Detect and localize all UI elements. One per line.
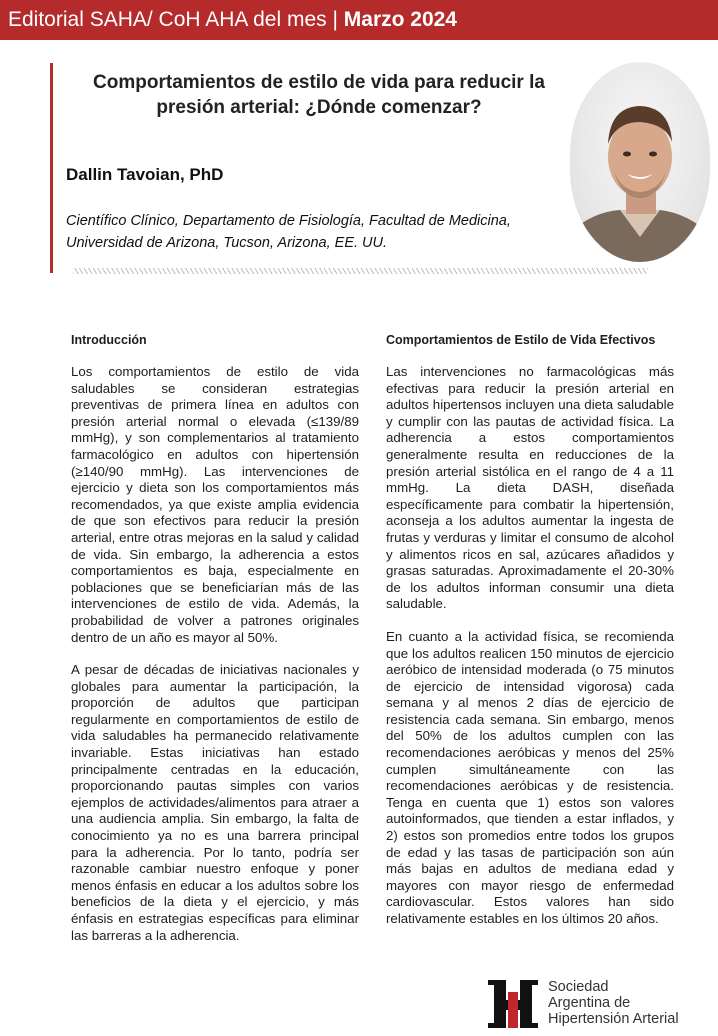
- logo-line-3: Hipertensión Arterial: [548, 1011, 679, 1027]
- section-heading-comportamientos: Comportamientos de Estilo de Vida Efectivos: [386, 333, 656, 347]
- saha-logo-text: [548, 979, 679, 1027]
- right-column: [386, 332, 674, 944]
- author-portrait-image: [570, 62, 710, 262]
- author-affiliation: Científico Clínico, Departamento de Fisiología, Facultad de Medicina, Universidad de Arizona, Tucson, Arizona, EE. UU.: [66, 213, 511, 251]
- decorative-separator: [73, 268, 648, 274]
- paragraph: Los comportamientos de estilo de vida saludables se consideran estrategias preventivas de primera línea en adultos con presión arterial normal o elevada (≤139/89 mmHg), y son complementarios al tratamiento farmacológico en adultos con hipertensión (≥140/90 mmHg). Las intervenciones de ejercicio y dieta son los comportamientos más recomendados, ya que existe amplia evidencia de que son efectivos para reducir la presión arterial, entre otras mejoras en la salud y calidad de vida. Sin embargo, la adherencia a estos comportamientos es baja, especialmente en poblaciones que se beneficiarían más de las intervenciones de estilo de vida. Además, la probabilidad de volver a patrones originales dentro de un año es mayor al 50%.: [71, 364, 359, 645]
- paragraph: Las intervenciones no farmacológicas más efectivas para reducir la presión arterial en adultos hipertensos incluyen una dieta saludable y cumplir con las pautas de actividad física. La adherencia a estos comportamientos generalmente resulta en reducciones de la presión arterial sistólica en el rango de 4 a 11 mmHg. La dieta DASH, diseñada específicamente para combatir la hipertensión, aconseja a los adultos aumentar la ingesta de frutas y verduras y limitar el consumo de alcohol y alimentos ricos en sal, azúcares añadidos y grasas saturadas. Aproximadamente el 20-30% de los adultos informan consumir una dieta saludable.: [386, 364, 674, 612]
- banner-separator: |: [326, 8, 344, 31]
- article-title: Comportamientos de estilo de vida para reducir la presión arterial: ¿Dónde comenzar?: [93, 72, 545, 118]
- saha-logo: [488, 978, 713, 1030]
- section-heading-introduccion: Introducción: [71, 333, 147, 347]
- left-column: [71, 332, 359, 960]
- saha-logo-icon: [488, 980, 538, 1028]
- author-name: Dallin Tavoian, PhD: [66, 165, 224, 184]
- header-banner: [0, 0, 718, 40]
- author-photo: [570, 62, 710, 262]
- logo-line-2: Argentina de: [548, 995, 631, 1011]
- banner-title: Editorial SAHA/ CoH AHA del mes: [8, 8, 327, 31]
- paragraph: En cuanto a la actividad física, se recomienda que los adultos realicen 150 minutos de ejercicio aeróbico de intensidad moderada (o 75 minutos de ejercicio de intensidad vigorosa) cada semana y al menos 2 días de ejercicio de resistencia cada semana. Sin embargo, menos del 50% de los adultos cumplen con las recomendaciones aeróbicas y menos del 25% cumplen simultáneamente con las recomendaciones aeróbicas y de resistencia. Tenga en cuenta que 1) estos son valores autoinformados, que tienden a estar inflados, y 2) estos son promedios entre todos los grupos de edad y las tasas de participación son aún más bajas en adultos de mediana edad y mayores con mayor riesgo de enfermedad cardiovascular. Estos valores han sido relativamente estables en los últimos 20 años.: [386, 628, 674, 926]
- accent-bar: [50, 63, 53, 273]
- logo-line-1: Sociedad: [548, 979, 609, 995]
- paragraph: A pesar de décadas de iniciativas nacionales y globales para aumentar la participación, la proporción de adultos que participan regularmente en comportamientos de estilo de vida saludables ha permanecido relativamente invariable. Estas iniciativas han estado principalmente centradas en la educación, proporcionando pautas simples con varios ejemplos de actividades/alimentos para atraer a una audiencia amplia. Sin embargo, la falta de conocimiento ya no es una barrera principal para la adherencia. Por lo tanto, podría ser razonable cambiar nuestro enfoque y poner menos énfasis en educar a los adultos sobre los beneficios de la dieta y el ejercicio, y más énfasis en estrategias específicas para eliminar las barreras a la adherencia.: [71, 662, 359, 943]
- banner-date: Marzo 2024: [343, 8, 457, 31]
